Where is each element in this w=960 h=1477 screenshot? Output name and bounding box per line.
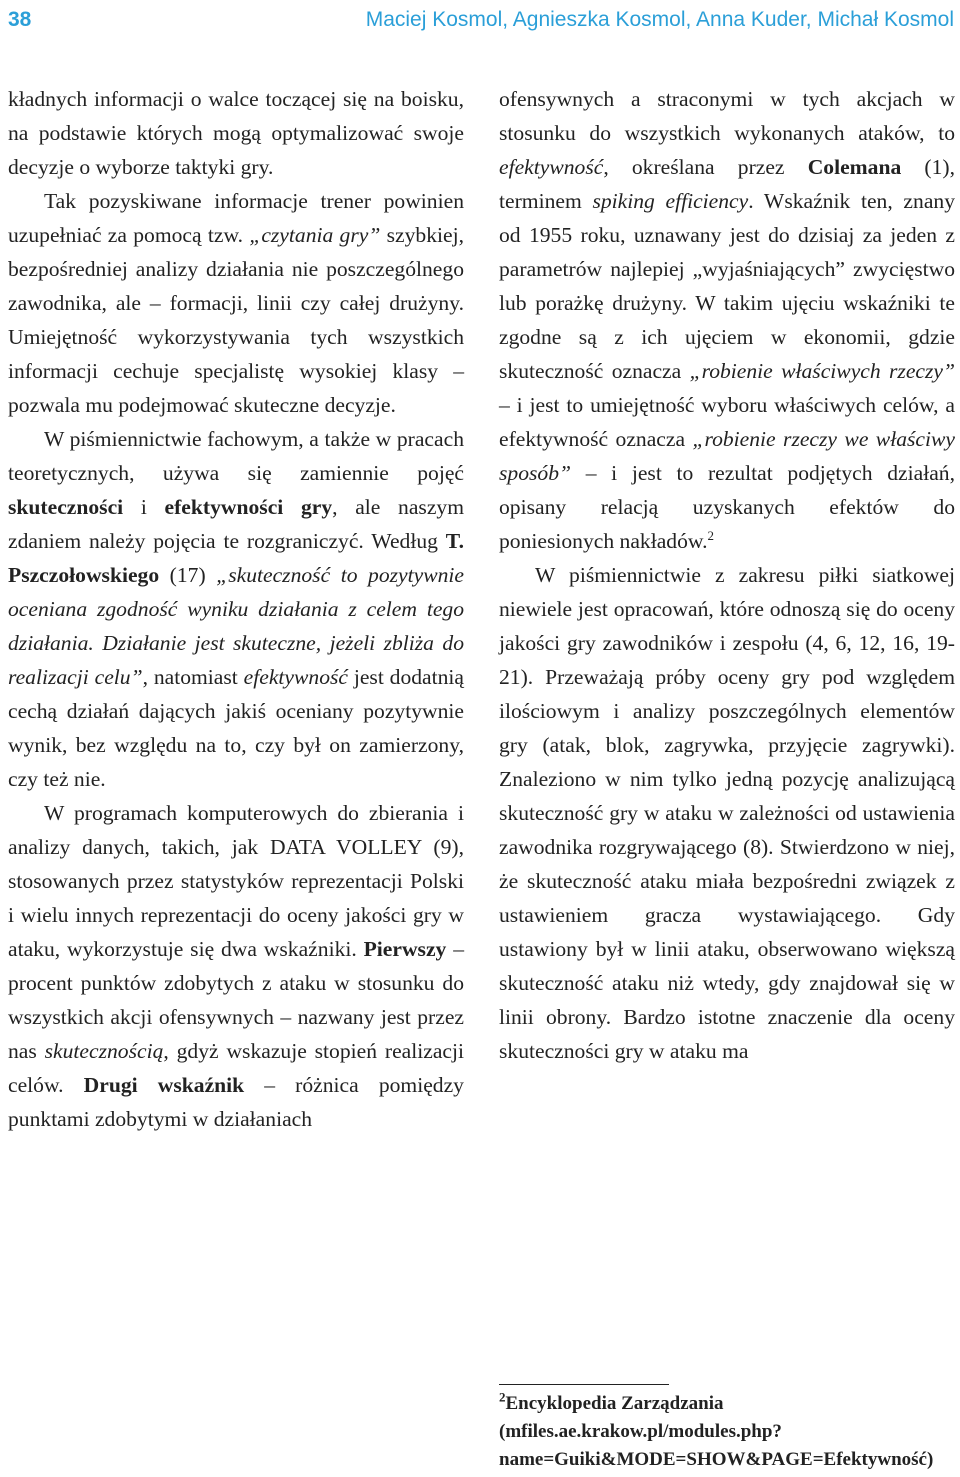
left-column [8, 82, 464, 1136]
paragraph: W piśmiennictwie z zakresu piłki siatkowej niewiele jest opracowań, które odnoszą się do oceny jakości gry zawodników i zespołu (4, 6, 12, 16, 19-21). Przeważają próby oceny gry pod względem ilościowym i analizy poszczególnych elementów gry (atak, blok, zagrywka, przyjęcie zagrywki). Znaleziono w nim tylko jedną pozycję analizującą skuteczność gry w ataku w zależności od ustawienia zawodnika rozgrywającego (8). Stwierdzono w niej, że skuteczność ataku miała bezpośredni związek z ustawieniem gracza wystawiającego. Gdy ustawiony był w linii ataku, obserwowano większą skuteczność ataku niż wtedy, gdy znajdował się w linii obrony. Bardzo istotne znaczenie dla oceny skuteczności gry w ataku ma [499, 563, 955, 1063]
paragraph: ofensywnych a straconymi w tych akcjach w stosunku do wszystkich wykonanych ataków, to efektywność, określana przez Colemana (1), terminem spiking efficiency. Wskaźnik ten, znany od 1955 roku, uznawany jest do dzisiaj za jeden z parametrów najlepiej „wyjaśniających” zwycięstwo lub porażkę drużyny. W takim ujęciu wskaźniki te zgodne są z ich ujęciem w ekonomii, gdzie skuteczność oznacza „robienie właściwych rzeczy” – i jest to umiejętność wyboru właściwych celów, a efektywność oznacza „robienie rzeczy we właściwy sposób” – i jest to rezultat podjętych działań, opisany relacją uzyskanych efektów do poniesionych nakładów.$^2$ [499, 87, 955, 553]
footnote-divider [499, 1384, 669, 1385]
footnote-ref: 2 [707, 527, 714, 543]
paragraph: W programach komputerowych do zbierania i analizy danych, takich, jak DATA VOLLEY (9), stosowanych przez statystyków reprezentacji Polski i wielu innych reprezentacji do oceny jakości gry w ataku, wykorzystuje się dwa wskaźniki. Pierwszy – procent punktów zdobytych z ataku w stosunku do wszystkich akcji ofensywnych – nazwany jest przez nas skutecznością, gdyż wskazuje stopień realizacji celów. Drugi wskaźnik – różnica pomiędzy punktami zdobytymi w działaniach [8, 801, 464, 1131]
footnote: $^2$Encyklopedia Zarządzania (mfiles.ae.krakow.pl/modules.php?name=Guiki&MODE=SHOW&PAGE=Efektywność) [499, 1389, 934, 1470]
running-header [0, 0, 960, 42]
paragraph: W piśmiennictwie fachowym, a także w pracach teoretycznych, używa się zamiennie pojęć skuteczności i efektywności gry, ale naszym zdaniem należy pojęcia te rozgraniczyć. Według T. Pszczołowskiego (17) „skuteczność to pozytywnie oceniana zgodność wyniku działania z celem tego działania. Działanie jest skuteczne, jeżeli zbliża do realizacji celu”, natomiast efektywność jest dodatnią cechą działań dających jakiś oceniany pozytywnie wynik, bez względu na to, czy był on zamierzony, czy też nie. [8, 427, 465, 791]
header-authors: Maciej Kosmol, Agnieszka Kosmol, Anna Kuder, Michał Kosmol [365, 8, 954, 31]
right-column [499, 82, 955, 1068]
paragraph: Tak pozyskiwane informacje trener powinien uzupełniać za pomocą tzw. „czytania gry” szybkiej, bezpośredniej analizy działania nie poszczególnego zawodnika, ale – formacji, linii czy całej drużyny. Umiejętność wykorzystywania tych wszystkich informacji cechuje specjalistę wysokiej klasy – pozwala mu podejmować skuteczne decyzje. [8, 189, 464, 417]
page-number: 38 [8, 8, 32, 31]
paragraph: kładnych informacji o walce toczącej się na boisku, na podstawie których mogą optymalizować swoje decyzje o wyborze taktyki gry. [8, 87, 464, 179]
